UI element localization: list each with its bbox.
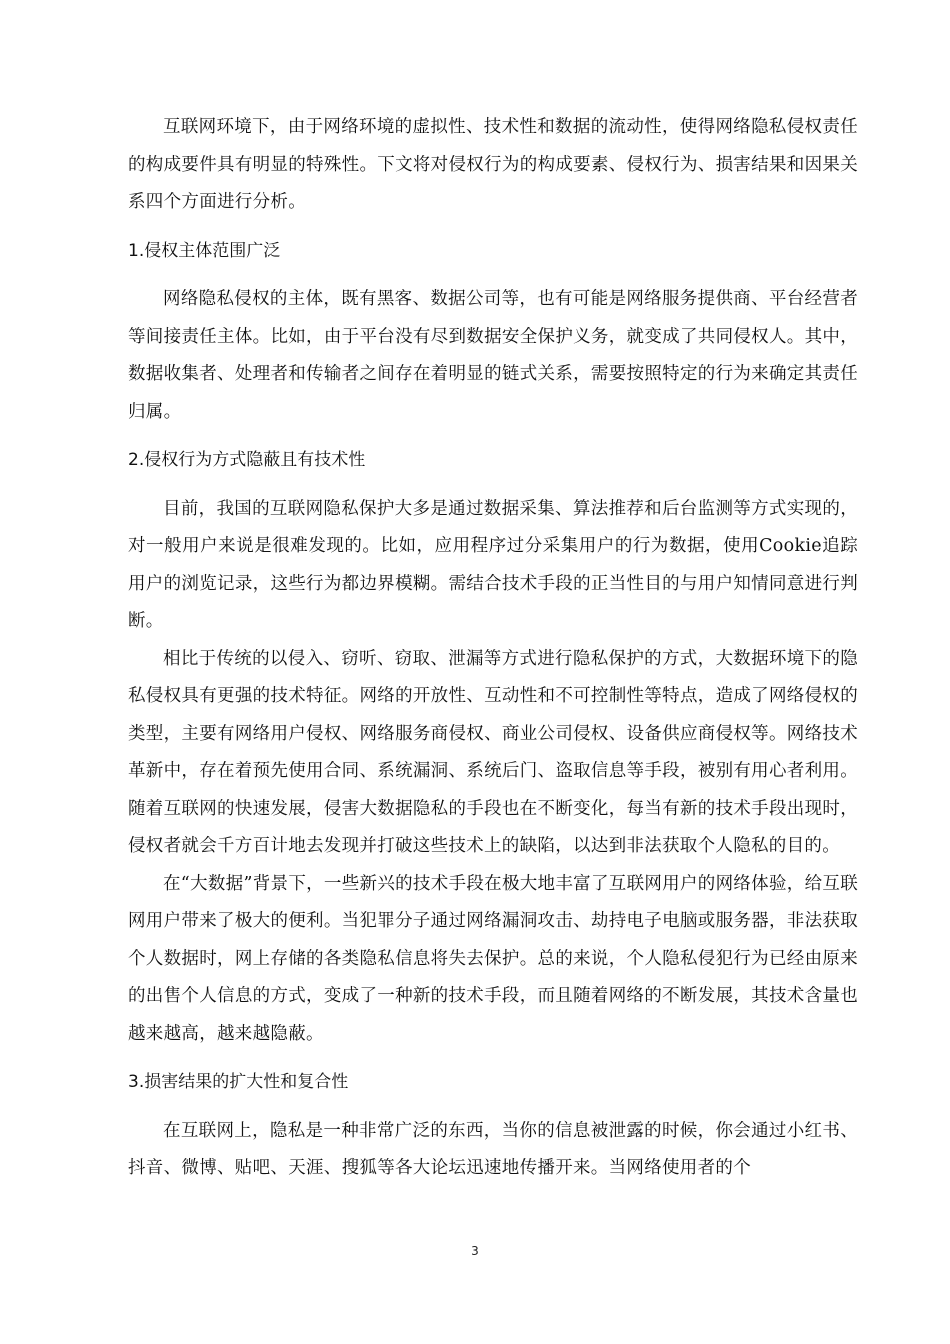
section-heading-1: 1.侵权主体范围广泛 bbox=[128, 240, 281, 261]
section-2-paragraph-1: 目前，我国的互联网隐私保护大多是通过数据采集、算法推荐和后台监测等方式实现的，对一般用户来说是很难发现的。比如，应用程序过分采集用户的行为数据，使用Cookie追踪用户的浏览记录，这些行为都边界模糊。需结合技术手段的正当性目的与用户知情同意进行判断。 bbox=[128, 498, 858, 631]
section-2-paragraph-3: 在“大数据”背景下，一些新兴的技术手段在极大地丰富了互联网用户的网络体验，给互联网用户带来了极大的便利。当犯罪分子通过网络漏洞攻击、劫持电子电脑或服务器，非法获取个人数据时，网上存储的各类隐私信息将失去保护。总的来说，个人隐私侵犯行为已经由原来的出售个人信息的方式，变成了一种新的技术手段，而且随着网络的不断发展，其技术含量也越来越高，越来越隐蔽。 bbox=[128, 873, 858, 1044]
section-heading-2: 2.侵权行为方式隐蔽且有技术性 bbox=[128, 450, 366, 470]
section-heading-3: 3.损害结果的扩大性和复合性 bbox=[128, 1072, 349, 1092]
intro-paragraph: 互联网环境下，由于网络环境的虚拟性、技术性和数据的流动性，使得网络隐私侵权责任的构成要件具有明显的特殊性。下文将对侵权行为的构成要素、侵权行为、损害结果和因果关系四个方面进行分析。 bbox=[128, 117, 858, 212]
page-number: 3 bbox=[471, 1244, 479, 1258]
section-2-paragraph-2: 相比于传统的以侵入、窃听、窃取、泄漏等方式进行隐私保护的方式，大数据环境下的隐私侵权具有更强的技术特征。网络的开放性、互动性和不可控制性等特点，造成了网络侵权的类型，主要有网络用户侵权、网络服务商侵权、商业公司侵权、设备供应商侵权等。网络技术革新中，存在着预先使用合同、系统漏洞、系统后门、盗取信息等手段，被别有用心者利用。随着互联网的快速发展，侵害大数据隐私的手段也在不断变化，每当有新的技术手段出现时，侵权者就会千方百计地去发现并打破这些技术上的缺陷，以达到非法获取个人隐私的目的。 bbox=[128, 648, 858, 856]
document-body bbox=[128, 109, 858, 1188]
section-3-paragraph-1: 在互联网上，隐私是一种非常广泛的东西，当你的信息被泄露的时候，你会通过小红书、抖音、微博、贴吧、天涯、搜狐等各大论坛迅速地传播开来。当网络使用者的个 bbox=[128, 1120, 858, 1178]
section-1-paragraph-1: 网络隐私侵权的主体，既有黑客、数据公司等，也有可能是网络服务提供商、平台经营者等间接责任主体。比如，由于平台没有尽到数据安全保护义务，就变成了共同侵权人。其中，数据收集者、处理者和传输者之间存在着明显的链式关系，需要按照特定的行为来确定其责任归属。 bbox=[128, 289, 858, 422]
